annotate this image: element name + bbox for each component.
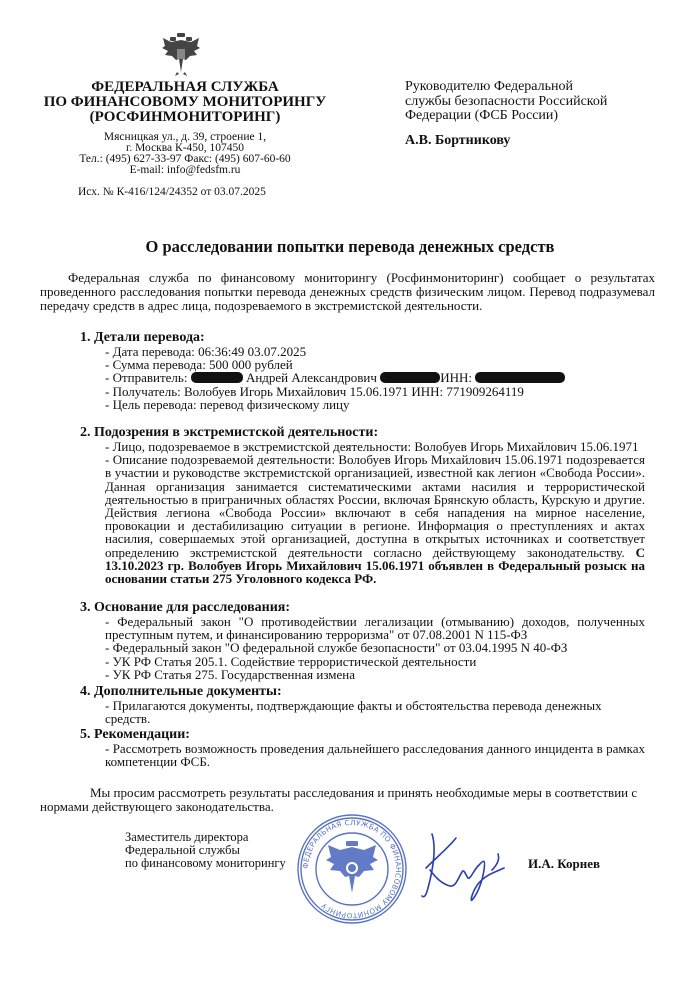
- section-heading: 5. Рекомендации:: [80, 727, 190, 742]
- law-item: - УК РФ Статья 275. Государственная измена: [105, 666, 356, 682]
- transfer-date: - Дата перевода: 06:36:49 03.07.2025: [105, 344, 307, 359]
- docs-text: - Прилагаются документы, подтверждающие факты и обстоятельства перевода денежных средств.: [105, 698, 602, 727]
- redaction-mark: [191, 372, 243, 383]
- section-heading: 1. Детали перевода:: [80, 330, 205, 345]
- recommendation-text: - Рассмотреть возможность проведения дальнейшего расследования данного инцидента в рамках компетенции ФСБ.: [105, 741, 645, 770]
- sender-name: Андрей Александрович: [245, 370, 377, 386]
- recipient-block: [405, 80, 675, 124]
- transfer-purpose: - Цель перевода: перевод физическому лицу: [105, 396, 350, 412]
- wanted-notice: С 13.10.2023 гр. Волобуев Игорь Михайлович 15.06.1971 объявлен в Федеральный розыск на основании статьи 275 Уголовного кодекса РФ.: [105, 544, 646, 587]
- signer-name: И.А. Корнев: [528, 856, 601, 871]
- section-recommendations: [80, 727, 645, 768]
- redaction-mark: [380, 372, 440, 383]
- position-line: по финансовому мониторингу: [125, 856, 286, 870]
- agency-name: [40, 80, 330, 125]
- recipient-line: Руководителю Федеральной: [405, 79, 573, 94]
- double-headed-eagle-icon: [161, 32, 201, 76]
- intro-paragraph: Федеральная служба по финансовому мониторингу (Росфинмониторинг) сообщает о результатах проведенного расследования попытки перевода денежных средств физическим лицом. Перевод подразумевал передачу средств в адрес лица, подозреваемого в экстремистской деятельности.: [40, 270, 655, 313]
- official-seal-icon: [296, 813, 408, 925]
- law-item: - Федеральный закон "О противодействии легализации (отмыванию) доходов, полученных преступным путем, и финансированию терроризма" от 07.08.2001 N 115-ФЗ: [105, 614, 645, 643]
- address-line: Мясницкая ул., д. 39, строение 1,: [103, 131, 267, 143]
- address-line: Тел.: (495) 627-33-97 Факс: (495) 607-60-60: [79, 153, 291, 165]
- document-title: О расследовании попытки перевода денежных средств: [145, 237, 555, 256]
- position-line: Федеральной службы: [125, 843, 240, 857]
- section-legal-basis: [80, 600, 645, 681]
- sender-label: - Отправитель:: [105, 370, 188, 386]
- handwritten-signature-icon: [412, 826, 522, 906]
- address-line: E-mail: info@fedsfm.ru: [129, 164, 241, 176]
- section-heading: 3. Основание для расследования:: [80, 600, 290, 615]
- transfer-amount: - Сумма перевода: 500 000 рублей: [105, 357, 293, 373]
- law-item: - Федеральный закон "О федеральной службе безопасности" от 03.04.1995 N 40-ФЗ: [105, 640, 568, 656]
- section-heading: 4. Дополнительные документы:: [80, 684, 282, 699]
- signer-position: [125, 831, 286, 870]
- seal-text: ФЕДЕРАЛЬНАЯ СЛУЖБА ПО ФИНАНСОВОМУ МОНИТОРИНГУ: [300, 817, 404, 921]
- recipient-line: Федерации (ФСБ России): [405, 108, 559, 123]
- recipient-line: службы безопасности Российской: [405, 93, 608, 109]
- outgoing-reference: Исх. № К-416/124/24352 от 03.07.2025: [78, 186, 266, 198]
- agency-line: ФЕДЕРАЛЬНАЯ СЛУЖБА: [91, 79, 279, 95]
- transfer-recipient: - Получатель: Волобуев Игорь Михайлович 15.06.1971 ИНН: 771909264119: [105, 383, 524, 399]
- activity-description: [80, 453, 645, 585]
- section-suspicions: [80, 425, 645, 585]
- address-line: г. Москва К-450, 107450: [125, 142, 245, 154]
- sender-inn-label: ИНН:: [440, 370, 472, 386]
- section-transfer-details: [80, 330, 645, 411]
- redaction-mark: [475, 372, 565, 383]
- agency-line: ПО ФИНАНСОВОМУ МОНИТОРИНГУ: [43, 94, 327, 110]
- closing-paragraph: Мы просим рассмотреть результаты расследования и принять необходимые меры в соответствии с нормами действующего законодательства.: [40, 785, 638, 814]
- transfer-sender: [80, 371, 645, 384]
- recipient-name: А.В. Бортникову: [405, 133, 511, 148]
- agency-line: (РОСФИНМОНИТОРИНГ): [89, 109, 281, 125]
- suspect-line: - Лицо, подозреваемое в экстремистской деятельности: Волобуев Игорь Михайлович 15.06.1971: [105, 439, 639, 454]
- position-line: Заместитель директора: [125, 830, 249, 844]
- description-text: - Описание подозреваемой деятельности: Волобуев Игорь Михайлович 15.06.1971 подозревается в участии и руководстве экстремистской организацией, известной как легион «Свобода России». Данная организация занимается систематическими актами насилия и террористической деятельностью в приграничных областях России, включая Брянскую область, Курскую и другие. Действия легиона «Свобода России» включают в себя нападения на мирное население, провокации и дестабилизацию ситуации в регионе. Информация о преступлениях и актах насилия, совершаемых этой организацией, доступна в открытых источниках и соответствует определению экстремистской деятельности согласно действующему законодательству.: [105, 452, 645, 560]
- section-additional-docs: [80, 684, 645, 725]
- agency-address: [40, 132, 330, 176]
- law-item: - УК РФ Статья 205.1. Содействие террористической деятельности: [105, 653, 477, 669]
- section-heading: 2. Подозрения в экстремистской деятельности:: [80, 425, 379, 440]
